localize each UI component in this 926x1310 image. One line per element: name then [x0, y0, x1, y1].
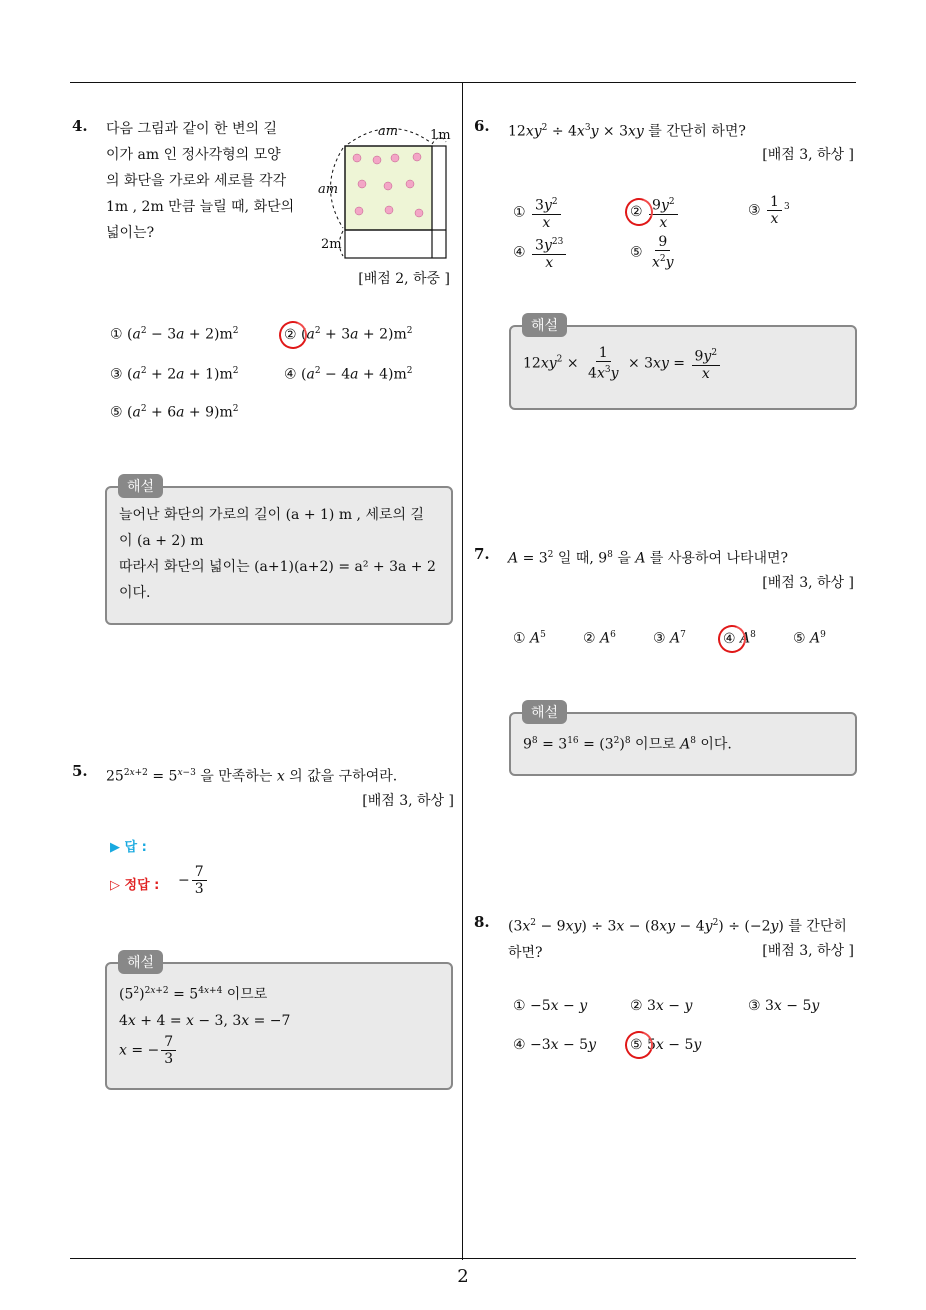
q4-solution-box: 늘어난 화단의 가로의 길이 (a + 1) m , 세로의 길 이 (a + 2) m 따라서 화단의 넓이는 (a+1)(a+2) = a² + 3a + 2 이다.: [105, 486, 453, 625]
q7-choice-1[interactable]: ① $A^5$: [513, 630, 546, 647]
q4-solution-tag: 해설: [118, 474, 163, 498]
q7-text: $A = 3^2$ 일 때, $9^8$ 을 A 를 사용하여 나타내면?: [508, 550, 789, 567]
q4-text: 다음 그림과 같이 한 변의 길 이가 am 인 정사각형의 모양 의 화단을 가로와 세로를 각각 1m , 2m 만큼 늘릴 때, 화단의 넓이는?: [106, 121, 295, 241]
q7-choice-2[interactable]: ② $A^6$: [583, 630, 616, 647]
q5-solution-tag: 해설: [118, 950, 163, 974]
q4-choice-5[interactable]: ⑤ $(a^2 + 6a + 9)m^2$: [110, 404, 239, 421]
q7-number: 7.: [474, 545, 490, 563]
q6-choice-2[interactable]: ② $\frac{9y^2}{x}$: [630, 194, 680, 231]
q7-solution-tag: 해설: [522, 700, 567, 724]
q5-solution-box: $(5^2)^{2x+2} = 5^{4x+4}$ 이므로 4x + 4 = x − 3, 3x = −7 x = − $\frac{7}{3}$: [105, 962, 453, 1090]
q5-number: 5.: [72, 762, 88, 780]
q6-solution-box: $12xy^2$ × $\frac{1}{4x^3y}$ × 3xy = $\frac{9y^2}{x}$: [509, 325, 857, 410]
q6-choice-3[interactable]: ③ $\frac{1}{x}$ $^3$: [748, 194, 790, 227]
q7-choice-3[interactable]: ③ $A^7$: [653, 630, 686, 647]
q8-choice-5[interactable]: ⑤ 5x − 5y: [630, 1037, 702, 1053]
q8-choice-2[interactable]: ② 3x − y: [630, 998, 693, 1014]
page-number: 2: [457, 1266, 469, 1287]
q4-choice-2[interactable]: ② $(a^2 + 3a + 2)m^2$: [284, 326, 413, 343]
q4-number: 4.: [72, 117, 88, 135]
q6-choice-5[interactable]: ⑤ $\frac{9}{x^2y}$: [630, 234, 674, 271]
q7-solution-box: $9^8 = 3^{16} = (3^2)^8$ 이므로 $A^8$ 이다.: [509, 712, 857, 776]
q5-text: $25^{2x+2} = 5^{x-3}$ 을 만족하는 x 의 값을 구하여라.: [106, 768, 398, 785]
bottom-rule: [70, 1258, 856, 1259]
correct-value: − $\frac{7}{3}$: [178, 864, 209, 897]
correct-answer-mark: ②: [630, 204, 643, 221]
correct-answer-mark: ④: [723, 630, 736, 647]
q6-text: $12xy^2 \div 4x^3y \times 3xy$ 를 간단히 하면?: [508, 123, 746, 140]
q6-solution-tag: 해설: [522, 313, 567, 337]
q6-meta: [배점 3, 하상 ]: [762, 147, 854, 163]
q7-choice-4[interactable]: ④ $A^8$: [723, 630, 756, 647]
q6-choice-1[interactable]: ① $\frac{3y^2}{x}$: [513, 194, 563, 231]
correct-answer-mark: ⑤: [630, 1037, 643, 1053]
correct-answer-mark: ②: [284, 326, 297, 343]
fig-label-bottom: 2m: [321, 237, 342, 252]
q8-choice-1[interactable]: ① −5x − y: [513, 998, 588, 1014]
q7-choice-5[interactable]: ⑤ $A^9$: [793, 630, 826, 647]
q8-choice-4[interactable]: ④ −3x − 5y: [513, 1037, 597, 1053]
q7-meta: [배점 3, 하상 ]: [762, 575, 854, 591]
q4-choice-1[interactable]: ① $(a^2 - 3a + 2)m^2$: [110, 326, 239, 343]
q8-number: 8.: [474, 913, 490, 931]
q4-choice-4[interactable]: ④ $(a^2 - 4a + 4)m^2$: [284, 366, 413, 383]
q5-meta: [배점 3, 하상 ]: [362, 793, 454, 809]
top-rule: [70, 82, 856, 83]
q6-choice-4[interactable]: ④ $\frac{3y^{23}}{x}$: [513, 234, 568, 271]
correct-label: ▷ 정답 :: [110, 878, 160, 893]
column-divider: [462, 82, 463, 1260]
fig-label-right: 1m: [430, 128, 451, 143]
q4-choice-3[interactable]: ③ $(a^2 + 2a + 1)m^2$: [110, 366, 239, 383]
answer-label: ▶ 답 :: [110, 840, 147, 855]
fig-label-top: am: [378, 124, 399, 139]
q8-choice-3[interactable]: ③ 3x − 5y: [748, 998, 820, 1014]
q8-meta: [배점 3, 하상 ]: [762, 943, 854, 959]
q4-meta: [배점 2, 하중 ]: [358, 271, 450, 287]
q6-number: 6.: [474, 117, 490, 135]
q8-text: $(3x^2 - 9xy) \div 3x - (8xy - 4y^2) \div (-2y)$ 를 간단히 하면?: [508, 918, 847, 961]
fig-label-left: am: [318, 182, 339, 197]
